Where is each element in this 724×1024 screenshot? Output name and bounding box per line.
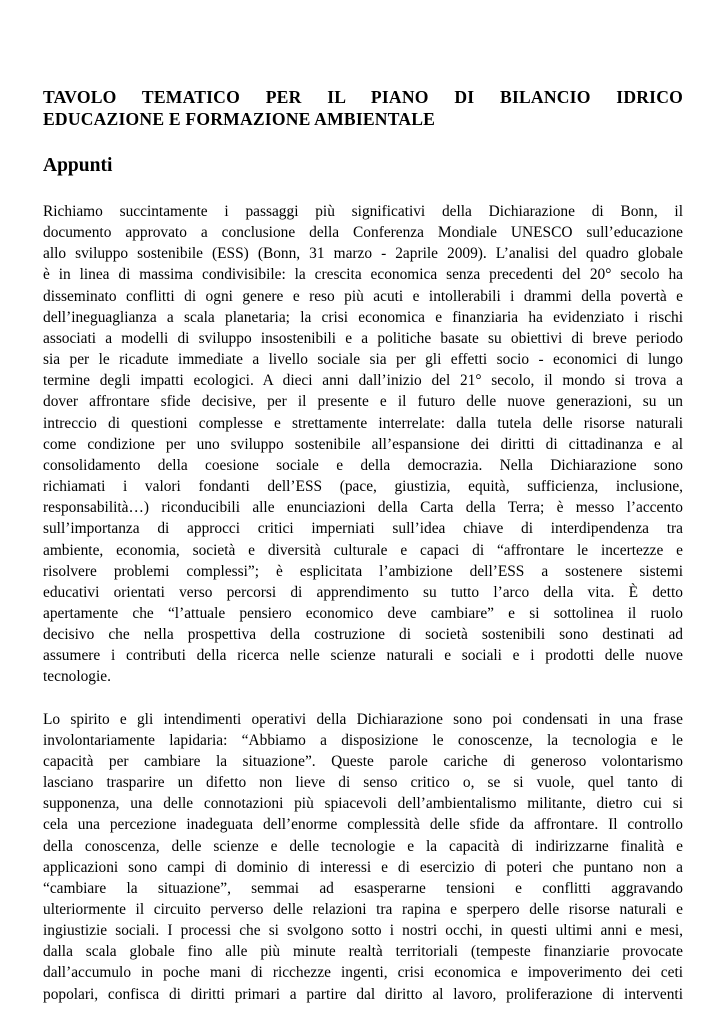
section-heading: Appunti — [43, 155, 113, 176]
text-line: dell’ineguaglianza a scala planetaria; la crisi economica e finanziaria ha evidenziato i rischi — [43, 308, 683, 326]
text-line: documento approvato a conclusione della Conferenza Mondiale UNESCO sull’educazione — [43, 224, 683, 242]
text-line: “cambiare la situazione”, semmai ad esasperarne tensioni e conflitti aggravando — [43, 879, 683, 897]
text-line: associati a modelli di sviluppo insostenibili e a politiche basate su obiettivi di breve periodo — [43, 329, 683, 347]
text-line: consolidamento della coesione sociale e della democrazia. Nella Dichiarazione sono — [43, 456, 683, 474]
text-line: assumere i contributi della ricerca nelle scienze naturali e sociali e i prodotti delle nuove — [43, 647, 683, 665]
paragraph-1 — [43, 201, 683, 688]
text-line: dalla scala globale fino alle più minute realtà territoriali (tempeste finanziarie provocate — [43, 943, 683, 961]
text-line: disseminato conflitti di ogni genere e reso più acuti e intollerabili i drammi della povertà e — [43, 287, 683, 305]
text-line: capacità per cambiare la situazione”. Queste parole cariche di generoso volontarismo — [43, 752, 683, 770]
document-title — [43, 86, 683, 130]
text-line: Richiamo succintamente i passaggi più significativi della Dichiarazione di Bonn, il — [43, 203, 683, 220]
text-line: dover affrontare sfide decisive, per il presente e il futuro delle nuove generazioni, su un — [43, 393, 683, 411]
paragraph-2 — [43, 709, 683, 1005]
text-line: popolari, confisca di diritti primari a partire dal diritto al lavoro, proliferazione di interventi — [43, 985, 683, 1003]
text-line: ingiustizie sociali. I processi che si svolgono sotto i nostri occhi, in questi ultimi anni e mesi, — [43, 922, 683, 940]
text-line: supponenza, una delle connotazioni più spiacevoli dell’ambientalismo militante, dietro cui si — [43, 795, 683, 813]
text-line: cela una percezione inadeguata dell’enorme complessità delle sfide da affrontare. Il controllo — [43, 816, 683, 834]
text-line: come condizione per uno sviluppo sostenibile all’espansione dei diritti di cittadinanza e al — [43, 435, 683, 453]
text-line: intreccio di questioni complesse e strettamente interrelate: dalla tutela delle risorse naturali — [43, 414, 683, 432]
text-line: apertamente che “l’attuale pensiero economico deve cambiare” e si sottolinea il ruolo — [43, 604, 683, 622]
text-line: risolvere problemi complessi”; è esplicitata l’ambizione dell’ESS a sostenere sistemi — [43, 562, 683, 580]
text-line: sull’importanza di approcci critici imperniati sull’idea chiave di interdipendenza tra — [43, 520, 683, 538]
text-line: involontariamente lapidaria: “Abbiamo a disposizione le conoscenze, la tecnologia e le — [43, 731, 683, 749]
title-line-1: TAVOLO TEMATICO PER IL PIANO DI BILANCIO IDRICO — [43, 87, 683, 107]
text-line: termine degli impatti ecologici. A dieci anni dall’inizio del 21° secolo, il mondo si trova a — [43, 372, 683, 390]
text-line: della conoscenza, delle scienze e delle tecnologie e la capacità di indirizzarne finalità e — [43, 837, 683, 855]
text-line: ulteriormente il circuito perverso delle relazioni tra rapina e sperpero delle risorse naturali e — [43, 901, 683, 918]
text-line: tecnologie. — [43, 668, 111, 686]
title-line-2: EDUCAZIONE E FORMAZIONE AMBIENTALE — [43, 109, 436, 129]
text-line: sia per le ricadute immediate a livello sociale sia per gli effetti socio - economici di lungo — [43, 351, 683, 369]
text-line: lasciano trasparire un difetto non lieve di senso critico o, se si vuole, quel tanto di — [43, 774, 683, 792]
text-line: richiamati i valori fondanti dell’ESS (pace, giustizia, equità, sufficienza, inclusione, — [43, 478, 683, 496]
text-line: educativi orientati verso percorsi di apprendimento su tutto l’arco della vita. È detto — [43, 583, 683, 601]
text-line: applicazioni sono campi di dominio di interessi e di esercizio di poteri che puntano non a — [43, 858, 683, 876]
document-page — [43, 86, 683, 1005]
text-line: responsabilità…) riconducibili alle enunciazioni della Carta della Terra; è messo l’accento — [43, 499, 683, 517]
text-line: allo sviluppo sostenibile (ESS) (Bonn, 31 marzo - 2aprile 2009). L’analisi del quadro globale — [43, 245, 683, 263]
text-line: è in linea di massima condivisibile: la crescita economica senza precedenti del 20° secolo ha — [43, 266, 683, 284]
text-line: ambiente, economia, società e diversità culturale e capaci di “affrontare le incertezze e — [43, 541, 683, 559]
text-line: decisivo che nella prospettiva della costruzione di società sostenibili sono destinati ad — [43, 626, 683, 644]
text-line: dall’accumulo in poche mani di ricchezze ingenti, crisi economica e impoverimento dei ceti — [43, 964, 683, 982]
text-line: Lo spirito e gli intendimenti operativi della Dichiarazione sono poi condensati in una frase — [43, 710, 683, 728]
